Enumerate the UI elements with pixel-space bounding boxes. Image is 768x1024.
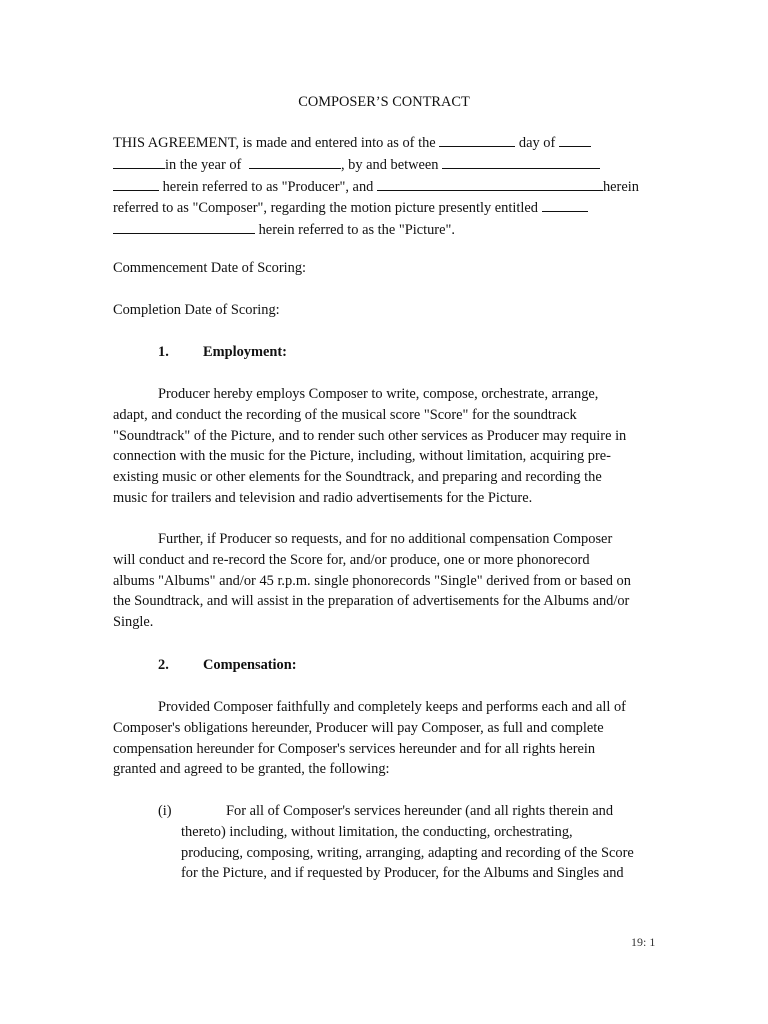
section-1-title: Employment: bbox=[203, 344, 287, 360]
item-marker: (i) bbox=[158, 803, 172, 819]
text-line: Composer's obligations hereunder, Producer will pay Composer, as full and complete bbox=[113, 719, 604, 736]
text-line: Further, if Producer so requests, and for no additional compensation Composer bbox=[158, 531, 613, 547]
compensation-item-i bbox=[158, 801, 658, 884]
page-number: 19: 1 bbox=[631, 935, 656, 949]
agreement-paragraph bbox=[113, 132, 658, 241]
section-2-title: Compensation: bbox=[203, 657, 297, 673]
agreement-line-4: referred to as "Composer", regarding the motion picture presently entitled bbox=[113, 197, 658, 219]
commencement-date-label: Commencement Date of Scoring: bbox=[113, 260, 307, 276]
section-2-paragraph-1 bbox=[113, 697, 658, 780]
month-blank-cont bbox=[113, 154, 165, 169]
agreement-line-3: herein referred to as "Producer", and herein bbox=[113, 176, 658, 198]
section-2-number: 2. bbox=[158, 657, 169, 673]
party-blank-1 bbox=[442, 154, 600, 169]
text-line: adapt, and conduct the recording of the musical score "Score" for the soundtrack bbox=[113, 406, 577, 423]
text-line: producing, composing, writing, arranging, adapting and recording of the Score bbox=[181, 844, 634, 861]
agreement-line-5: herein referred to as the "Picture". bbox=[113, 219, 658, 241]
day-blank bbox=[439, 132, 515, 147]
text-line: albums "Albums" and/or 45 r.p.m. single phonorecords "Single" derived from or based on bbox=[113, 572, 631, 589]
text-line: connection with the music for the Picture, including, without limitation, acquiring pre- bbox=[113, 448, 611, 465]
text-line: thereto) including, without limitation, the conducting, orchestrating, bbox=[181, 823, 573, 840]
text-line: the Soundtrack, and will assist in the preparation of advertisements for the Albums and/or bbox=[113, 593, 630, 610]
section-1-heading bbox=[158, 342, 287, 363]
picture-title-blank bbox=[542, 197, 588, 212]
text-line: will conduct and re-record the Score for, and/or produce, one or more phonorecord bbox=[113, 551, 590, 568]
text-line: existing music or other elements for the Soundtrack, and preparing and recording the bbox=[113, 469, 602, 486]
producer-blank bbox=[113, 176, 159, 191]
section-1-paragraph-1 bbox=[113, 384, 658, 509]
month-blank bbox=[559, 132, 591, 147]
text-line: For all of Composer's services hereunder (and all rights therein and bbox=[226, 803, 614, 819]
text-line: music for trailers and television and radio advertisements for the Picture. bbox=[113, 489, 533, 506]
section-2-heading bbox=[158, 655, 297, 676]
agreement-line-1: THIS AGREEMENT, is made and entered into as of the day of bbox=[113, 132, 658, 154]
text-line: Producer hereby employs Composer to write, compose, orchestrate, arrange, bbox=[158, 386, 599, 402]
completion-date-label: Completion Date of Scoring: bbox=[113, 302, 280, 318]
text-line: Provided Composer faithfully and completely keeps and performs each and all of bbox=[158, 699, 626, 715]
agreement-line-2: in the year of , by and between bbox=[113, 154, 658, 176]
text-line: granted and agreed to be granted, the following: bbox=[113, 761, 390, 778]
year-blank bbox=[249, 154, 341, 169]
composer-blank bbox=[377, 176, 603, 191]
section-1-paragraph-2 bbox=[113, 529, 658, 633]
section-1-number: 1. bbox=[158, 344, 169, 360]
text-line: Single. bbox=[113, 614, 154, 631]
text-line: "Soundtrack" of the Picture, and to render such other services as Producer may require in bbox=[113, 427, 627, 444]
text-line: for the Picture, and if requested by Producer, for the Albums and Singles and bbox=[181, 865, 624, 882]
text-line: compensation hereunder for Composer's services hereunder and for all rights herein bbox=[113, 740, 596, 757]
document-title: COMPOSER’S CONTRACT bbox=[298, 94, 470, 110]
picture-title-blank-cont bbox=[113, 219, 255, 234]
